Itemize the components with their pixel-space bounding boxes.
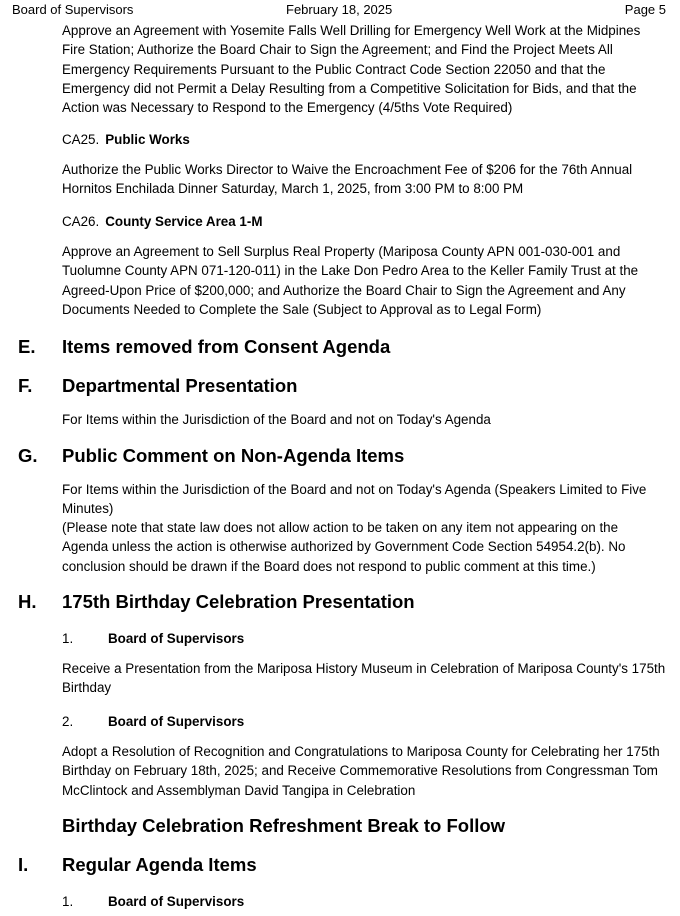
ca25-number: CA25. (62, 132, 100, 147)
section-g-description: For Items within the Jurisdiction of the Board and not on Today's Agenda (Speakers Limited to Five Minutes) (62, 482, 647, 517)
ca25-heading (62, 131, 190, 149)
h-item-2-number: 2. (62, 714, 74, 729)
section-e-title: Items removed from Consent Agenda (62, 336, 391, 357)
ca25-title: Public Works (105, 132, 190, 147)
section-f-title: Departmental Presentation (62, 375, 298, 396)
page-header (12, 2, 666, 20)
section-f-description: For Items within the Jurisdiction of the Board and not on Today's Agenda (62, 412, 491, 427)
ca26-description: Approve an Agreement to Sell Surplus Real Property (Mariposa County APN 001-030-001 and Tuolumne County APN 071-120-011) in the Lake Don Pedro Area to the Keller Family Trust at the Agreed-Upon Price of $200,000; and Authorize the Board Chair to Sign the Agreement and Any Documents Needed to Complete the Sale (Subject to Approval as to Legal Form) (62, 244, 639, 317)
section-h-letter: H. (18, 591, 37, 612)
section-f-letter: F. (18, 375, 33, 396)
section-g-letter: G. (18, 445, 38, 466)
h-item-2-title: Board of Supervisors (108, 714, 245, 729)
section-h-title: 175th Birthday Celebration Presentation (62, 591, 415, 612)
ca26-title: County Service Area 1-M (105, 214, 263, 229)
section-e-letter: E. (18, 336, 36, 357)
h-item-1-number: 1. (62, 631, 74, 646)
ca26-heading (62, 213, 263, 231)
ca26-number: CA26. (62, 214, 100, 229)
header-page-number: Page 5 (624, 2, 666, 17)
refreshment-break-title: Birthday Celebration Refreshment Break to Follow (62, 815, 506, 836)
section-i-title: Regular Agenda Items (62, 854, 257, 875)
i-item-1-number: 1. (62, 894, 74, 909)
ca25-description: Authorize the Public Works Director to Waive the Encroachment Fee of $206 for the 76th Annual Hornitos Enchilada Dinner Saturday, March 1, 2025, from 3:00 PM to 8:00 PM (62, 162, 633, 197)
header-date: February 18, 2025 (286, 2, 393, 17)
header-body-name: Board of Supervisors (12, 2, 134, 17)
h-item-1-description: Receive a Presentation from the Mariposa History Museum in Celebration of Mariposa County's 175th Birthday (62, 661, 666, 696)
section-g-note: (Please note that state law does not allow action to be taken on any item not appearing on the Agenda unless the action is otherwise authorized by Government Code Section 54954.2(b). No conclusion should be drawn if the Board does not respond to public comment at this time.) (62, 520, 626, 574)
h-item-2-description: Adopt a Resolution of Recognition and Congratulations to Mariposa County for Celebrating her 175th Birthday on February 18th, 2025; and Receive Commemorative Resolutions from Congressman Tom McClintock and Assemblyman David Tangipa in Celebration (62, 744, 660, 798)
section-g-title: Public Comment on Non-Agenda Items (62, 445, 405, 466)
ca24-description: Approve an Agreement with Yosemite Falls Well Drilling for Emergency Well Work at the Midpines Fire Station; Authorize the Board Chair to Sign the Agreement; and Find the Project Meets All Emergency Requirements Pursuant to the Public Contract Code Section 22050 and that the Emergency did not Permit a Delay Resulting from a Competitive Solicitation for Bids, and that the Action was Necessary to Respond to the Emergency (4/5ths Vote Required) (62, 23, 641, 116)
section-i-letter: I. (18, 854, 29, 875)
i-item-1-title: Board of Supervisors (108, 894, 245, 909)
h-item-1-title: Board of Supervisors (108, 631, 245, 646)
